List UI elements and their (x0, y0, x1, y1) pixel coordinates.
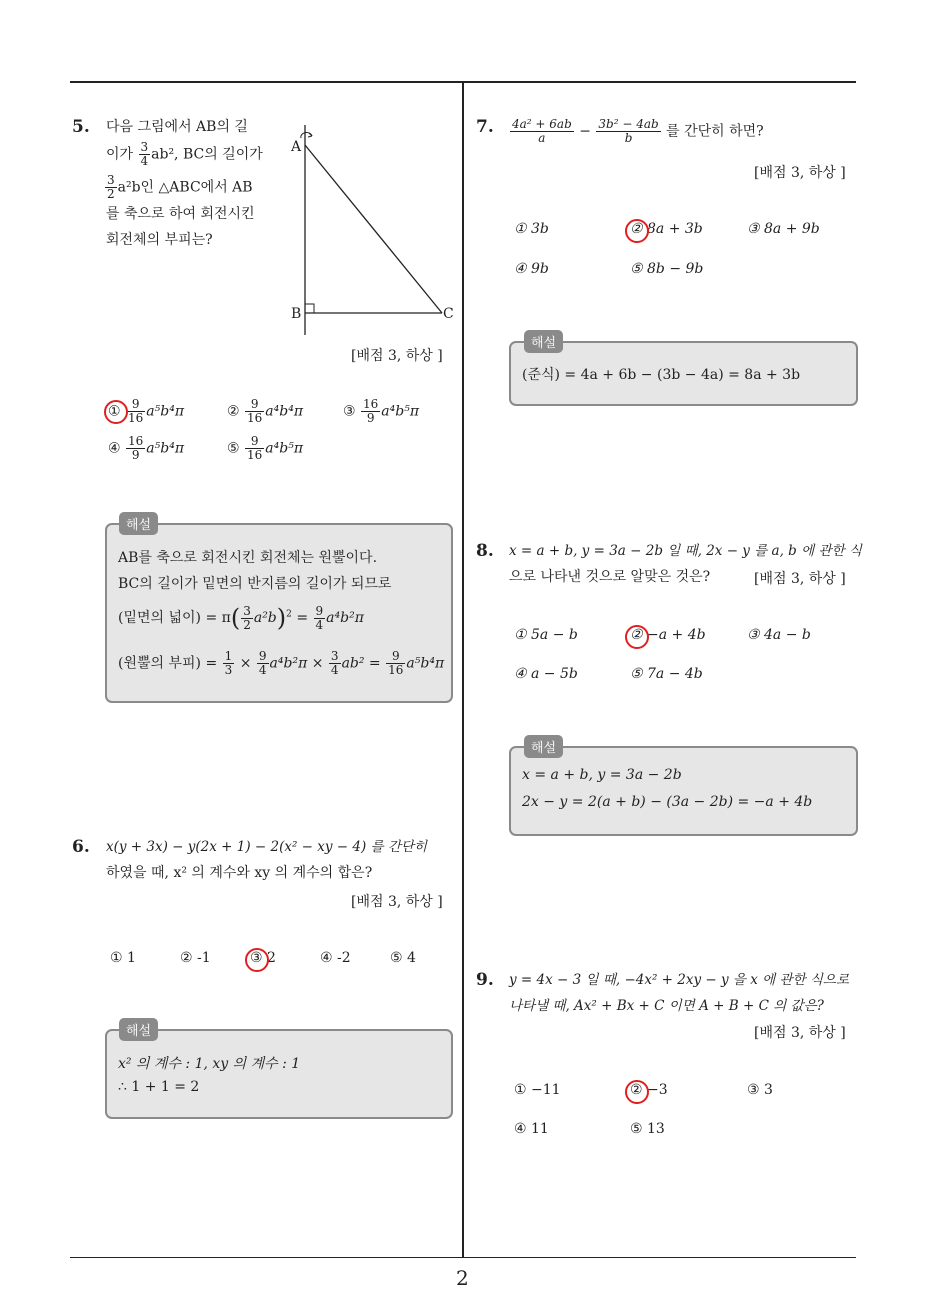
rotation-arrow-icon (301, 132, 312, 138)
option-number: ① (108, 403, 121, 420)
frac-numerator: 9 (386, 650, 405, 664)
question-5-frac1 (139, 141, 151, 168)
triangle-figure (285, 125, 460, 340)
frac-denominator: 3 (224, 663, 233, 677)
question-7-text: 를 간단히 하면? (666, 123, 764, 140)
q9-option-4[interactable]: ④ 11 (514, 1121, 549, 1137)
q6-option-4[interactable]: ④ -2 (320, 950, 351, 966)
vertex-label-c: C (443, 306, 454, 322)
q8-option-1[interactable]: ① 5a − b (514, 627, 578, 643)
sol-math: a²b (253, 610, 277, 626)
q5-option-2[interactable] (227, 398, 303, 425)
question-8-score: [배점 3, 하상 ] (754, 571, 846, 587)
frac-numerator: 9 (258, 649, 267, 663)
right-angle-mark (305, 304, 314, 313)
frac-denominator: 16 (247, 411, 263, 425)
frac-denominator: 16 (128, 411, 144, 425)
q5-solution-line1: AB를 축으로 회전시킨 회전체는 원뿔이다. (118, 550, 378, 566)
sol-frac (329, 650, 341, 677)
q6-solution-tag: 해설 (119, 1018, 158, 1041)
frac-numerator: 9 (315, 603, 324, 618)
frac-numerator: 3 (107, 173, 115, 187)
sol-frac (314, 605, 326, 632)
q6-option-2[interactable]: ② -1 (180, 950, 211, 966)
question-7-score: [배점 3, 하상 ] (754, 165, 846, 181)
question-6-score: [배점 3, 하상 ] (351, 894, 443, 910)
option-frac (126, 435, 145, 462)
frac-numerator: 3b² − 4ab (598, 117, 659, 131)
q7-option-1[interactable]: ① 3b (514, 221, 549, 237)
frac-numerator: 4a² + 6ab (512, 117, 572, 131)
question-6-line1: x(y + 3x) − y(2x + 1) − 2(x² − xy − 4) 를 간단히 (106, 839, 428, 855)
frac-numerator: 3 (330, 649, 339, 663)
q9-option-3[interactable]: ③ 3 (747, 1082, 773, 1098)
question-5-line4: 를 축으로 하여 회전시킨 (106, 206, 255, 222)
question-6-line2: 하였을 때, x² 의 계수와 xy 의 계수의 합은? (106, 865, 373, 881)
sol-math: a⁵b⁴π (406, 655, 445, 672)
frac-numerator: 1 (224, 649, 233, 663)
frac-numerator: 16 (363, 397, 379, 411)
q6-option-3[interactable]: ③ 2 (250, 950, 276, 966)
rotation-arrowhead (308, 133, 312, 137)
question-5-number: 5. (72, 117, 90, 137)
frac-denominator: 16 (247, 448, 263, 462)
option-tail: a⁴b⁵π (265, 440, 304, 457)
answer-mark-circle (625, 1080, 649, 1104)
q8-solution-box (509, 746, 858, 836)
frac-numerator: 3 (243, 603, 251, 618)
option-number: ② (227, 403, 240, 420)
frac-denominator: 2 (107, 187, 115, 201)
frac-denominator: 9 (366, 411, 375, 425)
q9-option-1[interactable]: ① −11 (514, 1082, 561, 1098)
sol-text: × (235, 655, 256, 672)
q7-frac2 (596, 118, 660, 145)
frac-denominator: 9 (131, 448, 140, 462)
question-5-line3 (104, 174, 253, 201)
q8-solution-line2: 2x − y = 2(a + b) − (3a − 2b) = −a + 4b (522, 794, 813, 810)
page-number: 2 (456, 1266, 469, 1290)
question-5-line5: 회전체의 부피는? (106, 232, 213, 248)
question-5-line2 (106, 141, 263, 168)
frac-denominator: 4 (258, 663, 267, 677)
vertex-label-a: A (291, 139, 302, 155)
sol-math: ab² = (341, 655, 386, 672)
minus-sign: − (579, 123, 591, 140)
answer-mark-circle (245, 948, 269, 972)
q5-solution-tag: 해설 (119, 512, 158, 535)
question-6-number: 6. (72, 837, 90, 857)
question-9-line1: y = 4x − 3 일 때, −4x² + 2xy − y 을 x 에 관한 식으로 (509, 972, 849, 988)
q8-solution-line1: x = a + b, y = 3a − 2b (522, 767, 682, 783)
q7-solution-tag: 해설 (524, 330, 563, 353)
q5-option-3[interactable] (343, 398, 419, 425)
q8-option-4[interactable]: ④ a − 5b (514, 666, 578, 682)
column-divider (462, 82, 464, 1258)
q5-solution-line4 (118, 650, 444, 677)
q6-solution-line2: ∴ 1 + 1 = 2 (118, 1079, 200, 1095)
frac-denominator: a (538, 131, 546, 145)
q6-solution-line1: x² 의 계수 : 1, xy 의 계수 : 1 (118, 1056, 301, 1072)
sol-text: (원뿔의 부피) = (118, 655, 222, 672)
option-number: ③ (343, 403, 356, 420)
side-ac (305, 145, 442, 313)
frac-numerator: 3 (140, 140, 149, 154)
q7-frac1 (510, 118, 574, 145)
question-9-number: 9. (476, 970, 494, 990)
sol-frac (223, 650, 235, 677)
sol-frac (257, 650, 269, 677)
q8-option-3[interactable]: ③ 4a − b (747, 627, 811, 643)
answer-mark-circle (625, 625, 649, 649)
q7-solution-line1: (준식) = 4a + 6b − (3b − 4a) = 8a + 3b (522, 367, 801, 383)
q7-option-5[interactable]: ⑤ 8b − 9b (630, 261, 704, 277)
q7-option-3[interactable]: ③ 8a + 9b (747, 221, 820, 237)
q6-option-1[interactable]: ① 1 (110, 950, 136, 966)
sol-math: a⁴b²π × (269, 655, 328, 672)
sol-frac (386, 650, 405, 677)
q5-option-4[interactable] (108, 435, 184, 462)
frac-denominator: 4 (140, 154, 149, 168)
question-5-line2-prefix: 이가 (106, 146, 138, 163)
frac-denominator: 4 (330, 663, 339, 677)
question-8-line2: 으로 나타낸 것으로 알맞은 것은? (509, 569, 711, 585)
question-8-line1: x = a + b, y = 3a − 2b 일 때, 2x − y 를 a, b 에 관한 식 (509, 543, 862, 559)
question-5-frac2 (105, 174, 117, 201)
question-7-line1 (509, 118, 764, 145)
answer-mark-circle (625, 219, 649, 243)
frac-numerator: 9 (245, 435, 264, 449)
q6-solution-box (105, 1029, 453, 1119)
q8-solution-tag: 해설 (524, 735, 563, 758)
q5-solution-line2: BC의 길이가 밑면의 반지름의 길이가 되므로 (118, 576, 392, 592)
option-number: ⑤ (227, 440, 240, 457)
q7-option-4[interactable]: ④ 9b (514, 261, 549, 277)
option-tail: a⁵b⁴π (146, 440, 185, 457)
q5-option-5[interactable] (227, 435, 303, 462)
option-frac (245, 398, 264, 425)
question-5-score: [배점 3, 하상 ] (351, 348, 443, 364)
frac-denominator: b (624, 131, 633, 145)
sol-text: (밑면의 넓이) = π (118, 610, 231, 626)
q8-option-2[interactable]: ② −a + 4b (630, 627, 706, 643)
question-5-line3-text: a²b인 △ABC에서 AB (117, 179, 253, 196)
frac-denominator: 2 (243, 617, 251, 632)
question-7-number: 7. (476, 117, 494, 137)
question-5-line2-suffix: ab², BC의 길이가 (151, 146, 263, 163)
question-9-line2: 나타낼 때, Ax² + Bx + C 이면 A + B + C 의 값은? (509, 998, 824, 1014)
option-tail: a⁴b⁴π (265, 403, 304, 420)
option-tail: a⁵b⁴π (146, 403, 185, 420)
option-tail: a⁴b⁵π (381, 403, 420, 420)
frac-denominator: 4 (315, 617, 324, 632)
option-frac (361, 398, 380, 425)
question-8-number: 8. (476, 541, 494, 561)
option-number: ④ (108, 440, 121, 457)
square-exponent: 2 (286, 609, 292, 620)
q6-option-5[interactable]: ⑤ 4 (390, 950, 416, 966)
question-9-score: [배점 3, 하상 ] (754, 1025, 846, 1041)
q5-solution-line3 (118, 604, 364, 632)
left-paren: ( (230, 604, 241, 632)
option-frac (126, 398, 145, 425)
q8-option-5[interactable]: ⑤ 7a − 4b (630, 666, 703, 682)
q7-option-2[interactable]: ② 8a + 3b (630, 221, 703, 237)
question-5-line1: 다음 그림에서 AB의 길 (106, 119, 248, 135)
frac-numerator: 9 (245, 398, 264, 412)
q9-option-5[interactable]: ⑤ 13 (630, 1121, 665, 1137)
frac-numerator: 16 (128, 434, 144, 448)
q9-option-2[interactable]: ② −3 (630, 1082, 668, 1098)
option-frac (245, 435, 264, 462)
sol-frac (241, 605, 253, 632)
frac-numerator: 9 (126, 398, 145, 412)
frac-denominator: 16 (388, 663, 404, 677)
right-paren: ) (276, 604, 287, 632)
vertex-label-b: B (291, 306, 302, 322)
sol-text: = (291, 610, 313, 626)
answer-mark-circle (104, 400, 128, 424)
sol-math: a⁴b²π (326, 610, 364, 626)
